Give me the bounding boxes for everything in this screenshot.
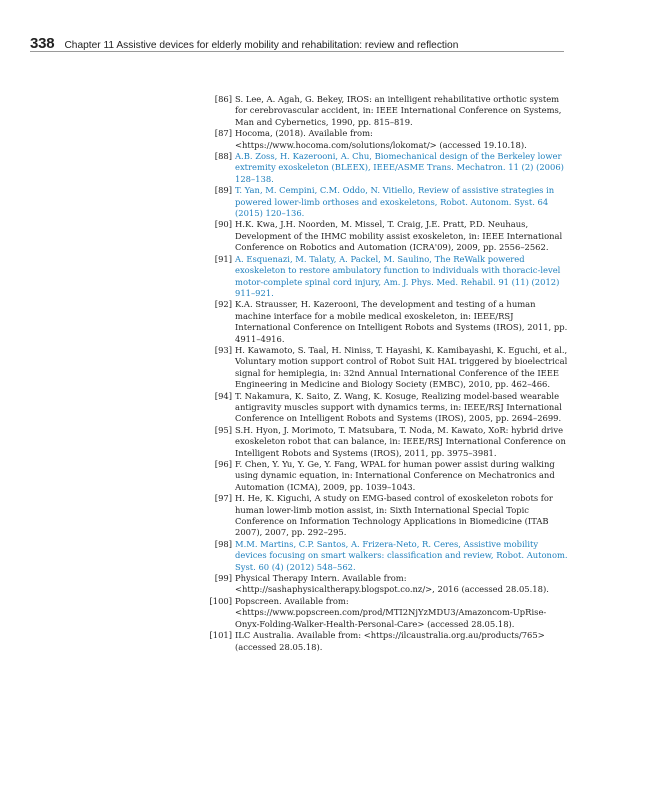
reference-item (200, 299, 570, 345)
reference-number: [100] (209, 595, 232, 606)
reference-number: [91] (214, 253, 232, 264)
reference-item (200, 630, 570, 653)
reference-text: H. Kawamoto, S. Taal, H. Niniss, T. Hayashi, K. Kamibayashi, K. Eguchi, et al., Voluntary motion support control of Robot Suit HAL triggered by bioelectrical signal for hemiplegia, in: 32nd Annual International Conference of the IEEE Engineering in Medicine and Biology Society (EMBC), 2010, pp. 462–466. (235, 344, 568, 390)
reference-item[interactable] (200, 254, 570, 300)
reference-number: [99] (214, 573, 232, 584)
reference-text: F. Chen, Y. Yu, Y. Ge, Y. Fang, WPAL for human power assist during walking using dynamic equation, in: International Conference on Mechatronics and Automation (ICMA), 2009, pp. 1039–1043. (235, 459, 555, 492)
reference-number: [90] (214, 219, 232, 230)
reference-link-text[interactable]: A.B. Zoss, H. Kazerooni, A. Chu, Biomechanical design of the Berkeley lower extremity exoskeleton (BLEEX), IEEE/ASME Trans. Mechatron. 11 (2) (2006) 128–138. (235, 151, 564, 184)
reference-item (200, 493, 570, 539)
running-header (30, 35, 564, 52)
reference-link-text[interactable]: T. Yan, M. Cempini, C.M. Oddo, N. Vitiello, Review of assistive strategies in powered lower-limb orthoses and exoskeletons, Robot. Autonom. Syst. 64 (2015) 120–136. (235, 185, 555, 219)
reference-number: [86] (214, 94, 232, 104)
reference-item (200, 459, 570, 493)
reference-item[interactable] (200, 185, 570, 219)
reference-number: [98] (214, 538, 232, 549)
reference-number: [92] (214, 299, 232, 310)
reference-item (200, 573, 570, 596)
reference-text: S.H. Hyon, J. Morimoto, T. Matsubara, T. Noda, M. Kawato, XoR: hybrid drive exoskeleton robot that can balance, in: IEEE/RSJ International Conference on Intelligent Robots and Systems (IROS), 2011, pp. 3975–3981. (235, 424, 566, 458)
reference-number: [93] (214, 344, 232, 355)
reference-number: [89] (214, 185, 232, 196)
reference-number: [95] (214, 424, 232, 435)
reference-item (200, 128, 570, 151)
reference-text: ILC Australia. Available from: <https://ilcaustralia.org.au/products/765> (accessed 28.05.18). (235, 630, 545, 652)
reference-text: H.K. Kwa, J.H. Noorden, M. Missel, T. Craig, J.E. Pratt, P.D. Neuhaus, Development of the IHMC mobility assist exoskeleton, in: IEEE International Conference on Robotics and Automation (ICRA'09), 2009, pp. 2556–2562. (235, 219, 563, 253)
reference-text: Physical Therapy Intern. Available from: <http://sashaphysicaltherapy.blogspot.co.nz/>, 2016 (accessed 28.05.18). (235, 573, 549, 595)
page-number: 338 (30, 35, 55, 52)
reference-number: [88] (214, 151, 232, 162)
reference-list (200, 94, 570, 653)
reference-number: [96] (214, 459, 232, 469)
reference-item[interactable] (200, 151, 570, 185)
reference-text: Hocoma, (2018). Available from: <https://www.hocoma.com/solutions/lokomat/> (accessed 19.10.18). (235, 128, 527, 150)
reference-text: Popscreen. Available from: <https://www.popscreen.com/prod/MTI2NjYzMDU3/Amazoncom-UpRise-Onyx-Folding-Walker-Health-Personal-Care> (accessed 28.05.18). (235, 595, 547, 629)
chapter-title: Chapter 11 Assistive devices for elderly mobility and rehabilitation: review and reflection (64, 40, 459, 51)
reference-number: [87] (214, 128, 232, 139)
reference-item (200, 596, 570, 630)
reference-text: H. He, K. Kiguchi, A study on EMG-based control of exoskeleton robots for human lower-limb motion assist, in: Sixth International Special Topic Conference on Information Technology Applications in Biomedicine (ITAB 2007), 2007, pp. 292–295. (235, 493, 553, 538)
reference-item (200, 219, 570, 253)
reference-text: K.A. Strausser, H. Kazerooni, The development and testing of a human machine interface for a mobile medical exoskeleton, in: IEEE/RSJ International Conference on Intelligent Robots and Systems (IROS), 2011, pp. 4911–4916. (235, 299, 568, 344)
reference-number: [101] (209, 630, 232, 641)
reference-number: [94] (214, 390, 232, 401)
reference-number: [97] (214, 493, 232, 504)
reference-item (200, 94, 570, 128)
reference-link-text[interactable]: A. Esquenazi, M. Talaty, A. Packel, M. Saulino, The ReWalk powered exoskeleton to restore ambulatory function to individuals with thoracic-level motor-complete spinal cord injury, Am. J. Phys. Med. Rehabil. 91 (11) (2012) 911–921. (235, 253, 561, 298)
reference-text: T. Nakamura, K. Saito, Z. Wang, K. Kosuge, Realizing model-based wearable antigravity muscles support with dynamics terms, in: IEEE/RSJ International Conference on Intelligent Robots and Systems (IROS), 2005, pp. 2694–2699. (235, 390, 562, 424)
reference-item[interactable] (200, 539, 570, 573)
reference-text: S. Lee, A. Agah, G. Bekey, IROS: an intelligent rehabilitative orthotic system for cerebrovascular accident, in: IEEE International Conference on Systems, Man and Cybernetics, 1990, pp. 815–819. (235, 94, 562, 127)
reference-item (200, 391, 570, 425)
reference-item (200, 345, 570, 391)
reference-item (200, 425, 570, 459)
header-rule (30, 51, 564, 52)
reference-link-text[interactable]: M.M. Martins, C.P. Santos, A. Frizera-Neto, R. Ceres, Assistive mobility devices focusing on smart walkers: classification and review, Robot. Autonom. Syst. 60 (4) (2012) 548–562. (235, 538, 568, 572)
